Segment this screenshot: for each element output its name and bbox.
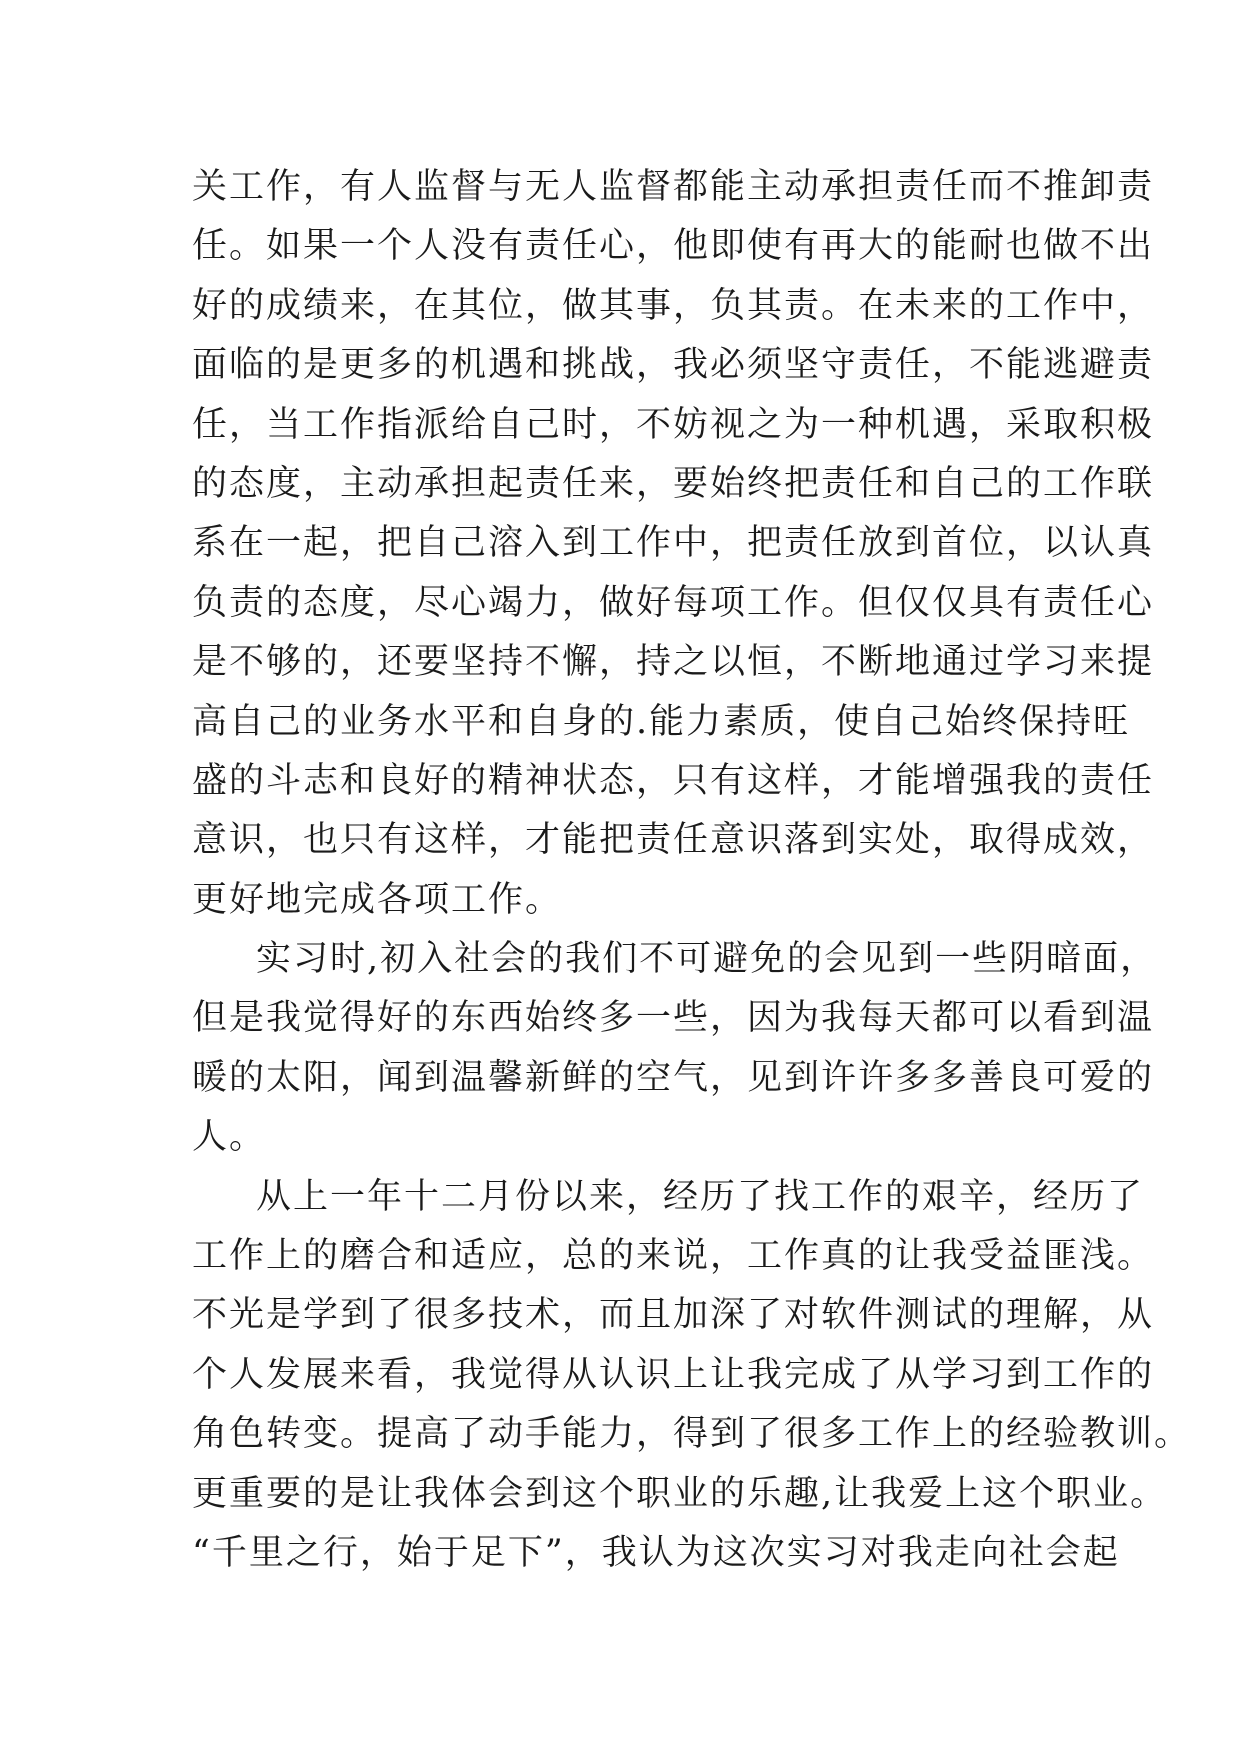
text-line: 高自己的业务水平和自身的.能力素质，使自己始终保持旺 — [192, 701, 1131, 742]
text-line: 但是我觉得好的东西始终多一些，因为我每天都可以看到温 — [192, 998, 1155, 1039]
text-line: 任。如果一个人没有责任心，他即使有再大的能耐也做不出 — [192, 226, 1155, 267]
text-line: 角色转变。提高了动手能力，得到了很多工作上的经验教训。 — [192, 1414, 1192, 1455]
text-line: 暖的太阳，闻到温馨新鲜的空气，见到许许多多善良可爱的 — [192, 1057, 1155, 1098]
text-line: 人。 — [192, 1117, 267, 1158]
text-line: 任，当工作指派给自己时，不妨视之为一种机遇，采取积极 — [192, 404, 1155, 445]
text-line: 更好地完成各项工作。 — [192, 879, 563, 920]
text-line: 关工作，有人监督与无人监督都能主动承担责任而不推卸责 — [192, 167, 1155, 207]
text-line: 面临的是更多的机遇和挑战，我必须坚守责任，不能逃避责 — [192, 345, 1155, 386]
text-line: 个人发展来看，我觉得从认识上让我完成了从学习到工作的 — [192, 1354, 1155, 1395]
text-line: 负责的态度，尽心竭力，做好每项工作。但仅仅具有责任心 — [192, 582, 1155, 623]
text-line: 是不够的，还要坚持不懈，持之以恒，不断地通过学习来提 — [192, 642, 1155, 683]
body-text — [192, 158, 1192, 1583]
text-line: “千里之行，始于足下”，我认为这次实习对我走向社会起 — [192, 1532, 1120, 1573]
text-line: 的态度，主动承担起责任来，要始终把责任和自己的工作联 — [192, 463, 1155, 504]
text-line: 实习时,初入社会的我们不可避免的会见到一些阴暗面， — [256, 939, 1158, 980]
text-line: 意识，也只有这样，才能把责任意识落到实处，取得成效， — [192, 820, 1155, 861]
text-line: 工作上的磨合和适应，总的来说，工作真的让我受益匪浅。 — [192, 1236, 1155, 1277]
text-line: 好的成绩来，在其位，做其事，负其责。在未来的工作中， — [192, 285, 1155, 326]
text-line: 盛的斗志和良好的精神状态，只有这样，才能增强我的责任 — [192, 760, 1155, 801]
text-line: 系在一起，把自己溶入到工作中，把责任放到首位，以认真 — [192, 523, 1155, 564]
text-line: 不光是学到了很多技术，而且加深了对软件测试的理解，从 — [192, 1295, 1155, 1336]
text-line: 从上一年十二月份以来，经历了找工作的艰辛，经历了 — [256, 1176, 1145, 1217]
text-line: 更重要的是让我体会到这个职业的乐趣,让我爱上这个职业。 — [192, 1473, 1168, 1514]
